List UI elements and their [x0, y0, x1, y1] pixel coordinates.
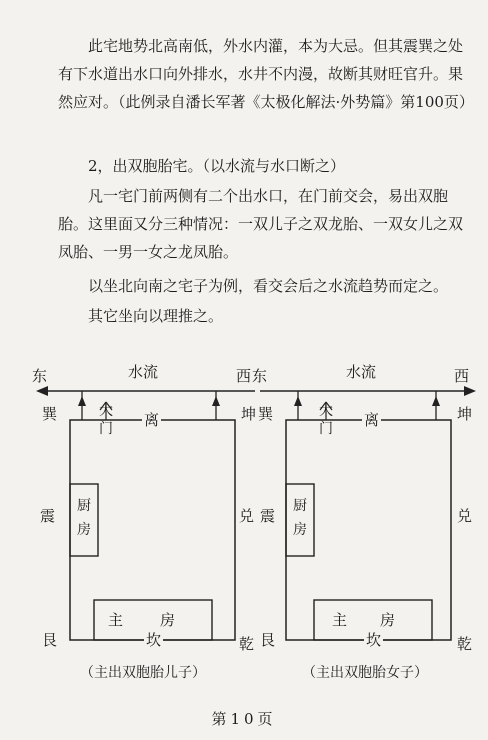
caption-daughters: （主出双胞胎女子） [302, 665, 428, 681]
label-main-room-2: 房 [380, 611, 396, 629]
paragraph-4: 以坐北向南之宅子为例，看交会后之水流趋势而定之。 [88, 277, 449, 295]
flow-arrow-right-icon [464, 386, 476, 396]
label-kun: 坤 [241, 405, 257, 423]
label-water-flow: 水流 [346, 363, 377, 381]
paragraph-3: 凡一宅门前两侧有二个出水口，在门前交会，易出双胞胎。这里面又分三种情况：一双儿子之双龙胎、一双女儿之双凤胎、一男一女之龙凤胎。 [58, 187, 464, 261]
label-kun: 坤 [457, 405, 473, 423]
paragraph-1: 此宅地势北高南低，外水内灌，本为大忌。但其震巽之处有下水道出水口向外排水，水井不内漫，故断其财旺官升。果然应对。（此例录自潘长军著《太极化解法·外势篇》第100页） [58, 37, 474, 111]
drain-arrow-icon [432, 396, 440, 406]
label-dui: 兑 [457, 507, 473, 525]
label-main-room-1: 主 [108, 611, 124, 629]
drain-arrow-icon [212, 396, 220, 406]
diagram-sons [30, 356, 270, 696]
label-water-flow: 水流 [128, 363, 159, 381]
label-door: 大门 [99, 403, 113, 437]
label-li: 离 [144, 411, 160, 429]
label-li: 离 [364, 411, 380, 429]
label-dui: 兑 [239, 507, 255, 525]
label-west: 西 [454, 367, 470, 385]
drain-arrow-icon [78, 396, 86, 406]
label-main-room-1: 主 [332, 611, 348, 629]
label-zhen: 震 [260, 507, 276, 525]
label-xun: 巽 [258, 405, 274, 423]
label-gen: 艮 [42, 631, 58, 649]
label-west: 西 [236, 367, 252, 385]
label-gen: 艮 [260, 631, 276, 649]
label-xun: 巽 [42, 405, 58, 423]
label-kan: 坎 [146, 631, 162, 649]
label-kitchen: 厨房 [77, 498, 91, 538]
paragraph-2: 2，出双胞胎宅。（以水流与水口断之） [88, 157, 346, 175]
diagram-daughters [246, 356, 486, 696]
label-kan: 坎 [366, 631, 382, 649]
label-kitchen: 厨房 [293, 498, 307, 538]
label-east: 东 [32, 367, 48, 385]
page-number: 第10页 [211, 710, 277, 728]
label-main-room-2: 房 [160, 611, 176, 629]
label-qian: 乾 [239, 635, 255, 653]
label-zhen: 震 [40, 507, 56, 525]
caption-sons: （主出双胞胎儿子） [80, 665, 206, 681]
flow-arrow-left-icon [36, 386, 48, 396]
label-door: 大门 [319, 403, 333, 437]
drain-arrow-icon [294, 396, 302, 406]
paragraph-5: 其它坐向以理推之。 [88, 307, 224, 325]
label-east: 东 [252, 367, 268, 385]
label-qian: 乾 [457, 635, 473, 653]
